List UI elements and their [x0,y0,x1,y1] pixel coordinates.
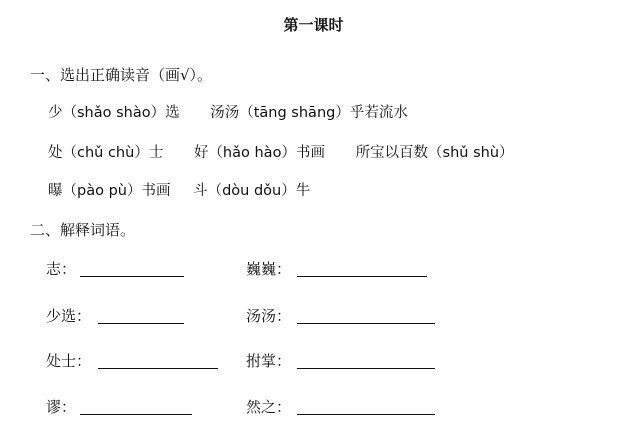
term-label: 少选： [46,307,92,325]
answer-blank[interactable] [80,276,184,277]
pinyin-item: 少（shǎo shào）选 [48,105,180,121]
answer-blank[interactable] [80,414,192,415]
term-label: 处士： [46,352,92,370]
answer-blank[interactable] [98,323,184,324]
pinyin-line-2 [48,141,514,162]
pinyin-item: 所宝以百数（shǔ shù） [355,145,514,161]
pinyin-item: 汤汤（tāng shāng）乎若流水 [210,105,408,121]
term-label: 谬： [46,398,77,416]
pinyin-line-1 [48,101,408,122]
term-label: 汤汤： [246,307,292,325]
pinyin-item: 处（chǔ chù）士 [48,145,164,161]
term-label: 巍巍： [246,260,292,278]
answer-blank[interactable] [297,323,435,324]
pinyin-line-3 [48,179,310,200]
answer-blank[interactable] [297,276,427,277]
pinyin-item: 好（hǎo hào）书画 [193,145,325,161]
pinyin-item: 曝（pào pù）书画 [48,183,171,199]
pinyin-item: 斗（dòu dǒu）牛 [193,183,311,199]
answer-blank[interactable] [297,368,435,369]
answer-blank[interactable] [98,368,218,369]
answer-blank[interactable] [297,414,435,415]
section-2-heading: 二、解释词语。 [30,221,136,239]
page-title: 第一课时 [283,16,344,34]
term-label: 志： [46,260,77,278]
term-label: 然之： [246,398,292,416]
term-label: 拊掌： [246,352,292,370]
section-1-heading: 一、选出正确读音（画√）。 [30,66,213,84]
